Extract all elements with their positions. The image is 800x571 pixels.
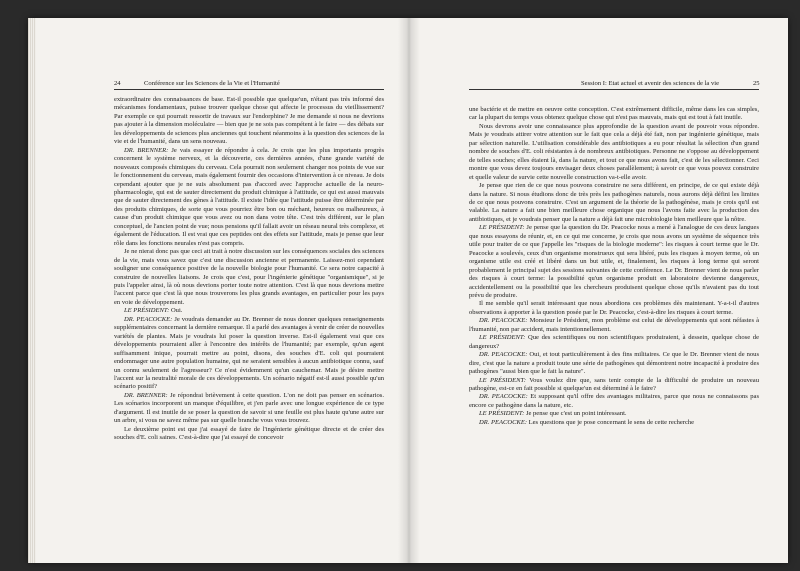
speaker-label: LE PRÉSIDENT: xyxy=(479,410,525,418)
paragraph-text: Oui, et tout particulièrement à des fins militaires. Ce que le Dr. Brenner vient de nous dire, c'est que la nature a produit toute une série de pathogènes qui démontrent notre incapacité à produire des pathogènes "aussi bien que le fait la nature". xyxy=(469,351,759,376)
speaker-label: LE PRÉSIDENT: xyxy=(479,224,525,232)
running-head: Conférence sur les Sciences de la Vie et l'Humanité xyxy=(144,80,280,87)
paragraph xyxy=(114,307,384,315)
speaker-label: DR. PEACOCKE: xyxy=(479,317,528,325)
page-number: 25 xyxy=(753,80,760,87)
running-head: Session I: Etat actuel et avenir des sciences de la vie xyxy=(581,80,720,87)
paragraph xyxy=(114,426,384,443)
paragraph-text: extraordinaire des connaissances de base. Est-il possible que quelque'un, n'étant pas très informé des mécanismes fondamentaux, puisse trouver quelque chose qui affecte le processus du vieillissement? Par exemple ce qui pourrait ressortir de travaux sur l'endorphine? Je me demande si nous ne devrions pas ajouter à la dimension moléculaire — bien que je ne sois pas compétent à le faire — des débats sur les développements de sciences plus anciennes qui touchent néanmoins à la question des sciences de la vie et de l'humanité, dans un sens nouveau. xyxy=(114,96,384,146)
speaker-label: DR. BRENNER: xyxy=(124,391,168,399)
page-number: 24 xyxy=(114,80,121,87)
book-gutter xyxy=(398,18,420,563)
paragraph xyxy=(469,106,759,123)
header-rule xyxy=(469,89,759,90)
paragraph-text: Je ne nierai donc pas que ceci ait trait à notre discussion sur les conséquences sociales des sciences de la vie, mais vous savez que c'est une discussion ancienne et permanente. Laissez-moi cependant souligner une conséquence positive de la nouvelle biologie pour l'humanité. Ce sera notre capacité à construire de nouvelles liaisons. Je crois que c'est, pour l'ingénierie génétique "organismique", si je puis l'appeler ainsi, là où nous devrions porter toute notre attention. C'est là que nous devrions mettre l'accent parce que c'est là que nous trouverons les plus grands avantages, en particulier pour les pays en voie de développement. xyxy=(114,248,384,306)
paragraph xyxy=(469,182,759,224)
paragraph xyxy=(114,96,384,147)
paragraph-text: Le deuxième point est que j'ai essayé de faire de l'ingénierie génétique directe et de créer des souches d'E. coli saines. C'est-à-dire que j'ai essayé de concevoir xyxy=(114,425,384,442)
paragraph xyxy=(469,410,759,418)
speaker-label: DR. PEACOCKE: xyxy=(479,393,528,401)
paragraph-text: Je voudrais demander au Dr. Brenner de nous donner quelques renseignements supplémentaires concernant la dernière remarque. Il a parlé des avantages à venir de créer de nouvelles variétés de plantes. Mais je voudrais lui poser la question inverse. Est-il également vrai que ces développements pourraient aller à l'encontre des intérêts de l'humanité; par exemple, qu'un agent suffisamment inique, pourrait mettre au point, disons, des souches d'E. coli qui pourraient endommager une autre population humaine, qui ne seraient sensibles à aucun antibiotique connu, sauf un connu seulement de l'agresseur? Ce n'est évidemment qu'un cauchemar. Mais je désire mettre l'accent sur la neutralité morale de ces développements. Un scénario négatif est-il aussi possible qu'un scénario positif? xyxy=(114,315,384,391)
paragraph-text: Je pense que la question du Dr. Peacocke nous a mené à l'analogue de ces deux langues que nous essayons de réunir, et, en ce qui me concerne, je crois que nous avons un système de séquence très utile pour traiter de ce que j'appelle les "risques de la biologie moderne": les risques à court terme que le Dr. Peacocke a soulevés, ceux d'un organisme monstrueux qui sera libéré, puis les risques à moyen terme, où un organisme utile est créé et libéré dans un but utile, et, finalement, les risques à long terme qui seront probablement le principal sujet des sessions suivantes de cette conférence. Le Dr. Brenner vient de nous parler des risques à court terme: la possibilité qu'un organisme produit en laboratoire devienne dangereux, accidentellement ou la possibilité que les chercheurs produisent quelque chose qu'ils n'avaient pas du tout prévu de produire. xyxy=(469,224,759,299)
paragraph xyxy=(114,248,384,307)
paragraph xyxy=(469,351,759,376)
paragraph-text: Que des scientifiques ou non scientifiques produiraient, à dessein, quelque chose de dangereux? xyxy=(469,334,759,350)
paragraph-text: Et supposant qu'il offre des avantages militaires, parce que nous ne connaissons pas encore ce pathogène dans la nature, etc. xyxy=(469,393,759,409)
paragraph-text: Monsieur le Président, mon problème est celui de développements qui sont néfastes à l'humanité, non par accident, mais intentionnellement. xyxy=(469,317,760,333)
paragraph xyxy=(469,224,759,300)
paragraph xyxy=(469,334,759,351)
paragraph-text: Vous voulez dire que, sans tenir compte de la difficulté de produire un nouveau pathogène, est-ce en fait possible si quelque'un est déterminé à le faire? xyxy=(469,376,759,392)
paragraph xyxy=(469,300,759,317)
speaker-label: LE PRÉSIDENT: xyxy=(124,307,170,315)
paragraph xyxy=(469,393,759,410)
paragraph xyxy=(469,419,759,427)
right-page xyxy=(409,18,788,563)
paragraph xyxy=(114,316,384,392)
paragraph-text: Je vais essayer de répondre à cela. Je crois que les plus importants progrès concernent le système nerveux, et la découverte, ces dernières années, d'une grande variété de nouveaux composés chimiques du cerveau. Cela pourrait non seulement changer nos points de vue sur le fonctionnement du cerveau, mais également fournir des occasions d'intervention à ce niveau. Je dois cependant ajouter que je ne suis absolument pas d'accord avec l'approche actuelle de la neuro-pharmacologie, qui est de sauter directement du produit chimique à l'attitude, ce qui est aussi mauvais que de sauter directement des gènes à l'attitude. Il existe l'idée que l'attitude puisse être déterminée par des produits chimiques, de sorte que vous pourriez être bon ou méchant, heureux ou malheureux, à cause d'un produit chimique que vous avez ou non dans votre tête. C'est très différent, sur le plan conceptuel, de l'ancien point de vue; nous pensions qu'il fallait avoir un réseau neural très complexe, et également de l'éducation. Il est vrai que ces peptides ont des effets sur l'attitude, mais je pense que leur rôle dans les fonctions neurales n'est pas compris. xyxy=(114,146,384,247)
speaker-label: DR. PEACOCKE: xyxy=(479,418,528,426)
paragraph-text: Oui. xyxy=(170,307,183,315)
paragraph-text: Je pense que c'est un point intéressant. xyxy=(525,410,627,418)
paragraph xyxy=(114,147,384,248)
paragraph xyxy=(469,123,759,182)
speaker-label: LE PRÉSIDENT: xyxy=(479,334,526,342)
paragraph-text: Je pense que rien de ce que nous pouvons construire ne sera différent, en principe, de ce qui existe déjà dans la nature. Si nous étudions donc de très près les pathogènes naturels, nous aurons déjà défini les limites de ce que nous pouvons construire. C'est un argument de la théorie de la pathogénèse, mais je crois qu'il est valable. La nature a fait une bien meilleure chose organique que nous l'avons faite avec la production des antibiotiques, et je voudrais penser que la nature a déjà fait une microbiologie bien meilleure que la nôtre. xyxy=(469,182,759,223)
header-rule xyxy=(114,89,384,90)
page-body xyxy=(114,96,384,443)
paragraph-text: Je répondrai brièvement à cette question. L'on ne doit pas penser en scénarios. Les scénarios incorporent un manque d'équilibre, et j'en parle avec une longue expérience de ce type d'argument. Il est inutile de se poser la question de savoir si une feuille est plus haute qu'une autre sur un arbre, si vous ne savez même pas sur quelle branche vous vous trouvez. xyxy=(114,391,384,425)
speaker-label: DR. PEACOCKE: xyxy=(124,315,173,323)
paragraph xyxy=(469,317,759,334)
page-body xyxy=(469,106,759,427)
paragraph-text: Les questions que je pose concernant le sens de cette recherche xyxy=(528,418,695,426)
book-spread xyxy=(28,18,788,563)
paragraph-text: Nous devrons avoir une connaissance plus approfondie de la question avant de pouvoir vous répondre. Mais je voudrais attirer votre attention sur le fait que cela a déjà été fait, non par ingénierie génétique, mais par sélection naturelle. L'utilisation considérable des antibiotiques a eu pour résultat la sélection d'un grand nombre de souches d'E. coli résistantes à de nombreux antibiotiques. Personne ne s'oppose au développement de telles souches; elles étaient là, dans la nature, et tout ce que nous avons fait, c'est de les sélectionner. Ceci montre que vous devez toujours envisager deux choses parallèlement; à savoir ce que vous pouvez construire et quelle valeur de survie cette nouvelle construction va-t-elle avoir. xyxy=(469,122,759,181)
speaker-label: LE PRÉSIDENT: xyxy=(479,376,527,384)
paragraph xyxy=(469,377,759,394)
speaker-label: DR. PEACOCKE: xyxy=(479,351,528,359)
paragraph-text: une bactérie et de mettre en oeuvre cette conception. C'est extrêmement difficile, même dans les cas simples, car la plupart du temps vous obtenez quelque chose qui n'est pas mauvais, mais qui est tout à fait inutile. xyxy=(469,106,759,122)
paragraph-text: Il me semble qu'il serait intéressant que nous abordions ces problèmes dès maintenant. Y-a-t-il d'autres observations à apporter à la question posée par le Dr. Peacocke, c'est-à-dire les risques à court terme. xyxy=(469,300,759,316)
left-page xyxy=(28,18,407,563)
paragraph xyxy=(114,392,384,426)
speaker-label: DR. BRENNER: xyxy=(124,146,169,154)
